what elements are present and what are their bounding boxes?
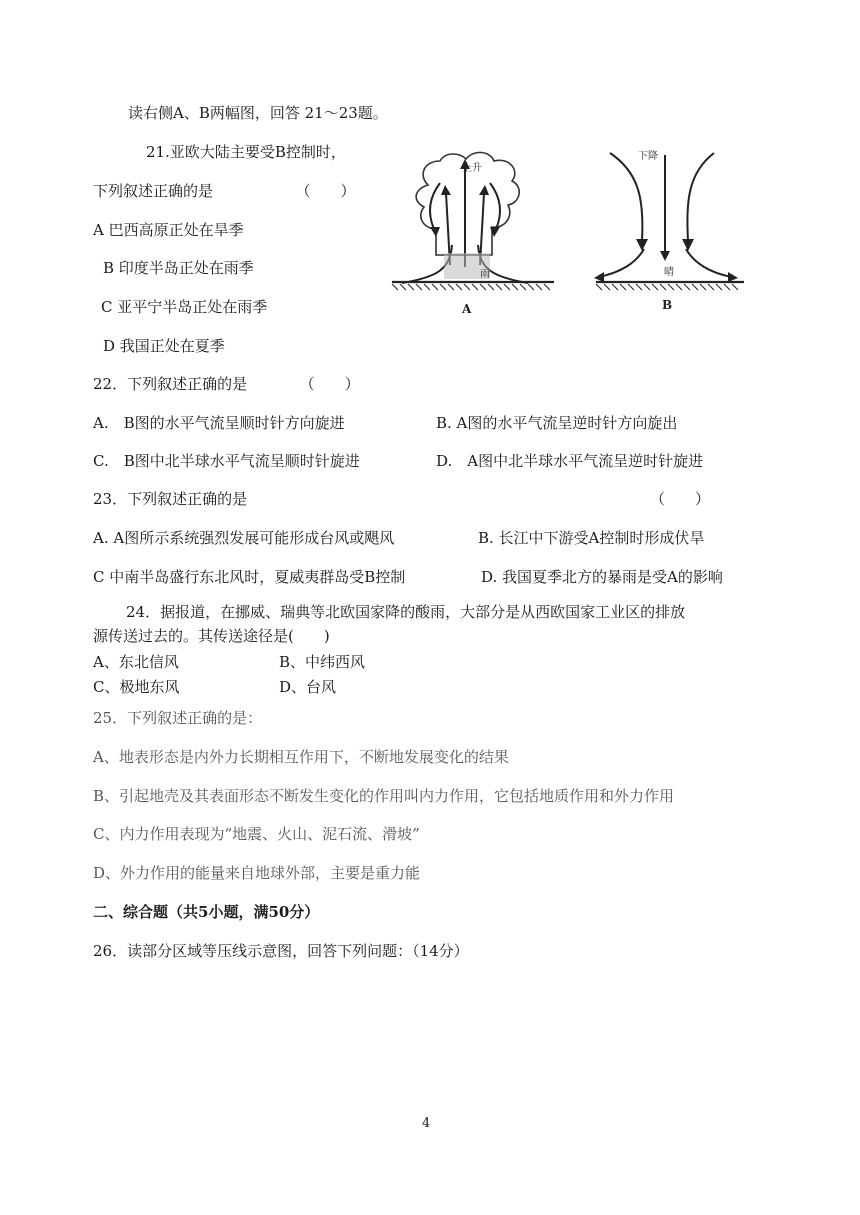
q21-stem-cont: 下列叙述正确的是 （ ） <box>93 182 356 200</box>
q21-option-b: B 印度半岛正处在雨季 <box>103 259 254 277</box>
figure-a-low-pressure <box>388 145 558 320</box>
q23-option-c: C 中南半岛盛行东北风时，夏威夷群岛受B控制 <box>93 568 406 586</box>
q22-stem: 22．下列叙述正确的是 （ ） <box>93 375 360 393</box>
q22-option-d: D. A图中北半球水平气流呈逆时针旋进 <box>436 452 704 470</box>
q25-option-c: C、内力作用表现为“地震、火山、泥石流、滑坡” <box>93 825 420 843</box>
q25-option-b: B、引起地壳及其表面形态不断发生变化的作用叫内力作用，它包括地质作用和外力作用 <box>93 787 675 805</box>
q21-option-d: D 我国正处在夏季 <box>103 337 225 355</box>
figure-a-up-label: 上升 <box>462 163 482 174</box>
page-number: 4 <box>422 1116 431 1131</box>
q21-option-a: A 巴西高原正处在旱季 <box>93 221 244 239</box>
q22-option-b: B. A图的水平气流呈逆时针方向旋出 <box>436 414 678 432</box>
q21-option-c: C 亚平宁半岛正处在雨季 <box>101 298 268 316</box>
q23-option-d: D. 我国夏季北方的暴雨是受A的影响 <box>481 568 723 586</box>
q22-option-c: C. B图中北半球水平气流呈顺时针旋进 <box>93 452 360 470</box>
q24-option-d: D、台风 <box>279 678 337 696</box>
figure-b-down-label: 下降 <box>638 151 658 162</box>
q26-stem: 26．读部分区域等压线示意图，回答下列问题：（14分） <box>93 942 469 960</box>
q23-option-b: B. 长江中下游受A控制时形成伏旱 <box>478 529 705 547</box>
figure-a-label: A <box>462 302 472 316</box>
q23-stem: 23．下列叙述正确的是 <box>93 490 248 508</box>
q25-stem: 25．下列叙述正确的是： <box>93 709 263 727</box>
q23-option-a: A. A图所示系统强烈发展可能形成台风或飓风 <box>93 529 395 547</box>
figure-b-high-pressure <box>592 145 752 320</box>
q23-answer-bracket: （ ） <box>650 490 711 508</box>
q24-option-a: A、东北信风 <box>93 653 179 671</box>
figure-a-rain-label: 雨 <box>480 269 490 280</box>
q24-stem-cont: 源传送过去的。其传送途径是( ) <box>93 627 330 645</box>
section-2-heading: 二、综合题（共5小题，满50分） <box>93 903 320 921</box>
q24-stem: 24．据报道，在挪威、瑞典等北欧国家降的酸雨，大部分是从西欧国家工业区的排放 <box>126 603 686 621</box>
figure-b-clear-label: 晴 <box>664 267 674 278</box>
q25-option-a: A、地表形态是内外力长期相互作用下，不断地发展变化的结果 <box>93 748 509 766</box>
q21-stem: 21.亚欧大陆主要受B控制时， <box>146 143 346 161</box>
intro-text: 读右侧A、B两幅图，回答 21～23题。 <box>128 104 388 122</box>
figure-b-label: B <box>662 298 673 312</box>
q25-option-d: D、外力作用的能量来自地球外部，主要是重力能 <box>93 864 421 882</box>
q24-option-b: B、中纬西风 <box>279 653 366 671</box>
q22-option-a: A. B图的水平气流呈顺时针方向旋进 <box>93 414 345 432</box>
q24-option-c: C、极地东风 <box>93 678 180 696</box>
